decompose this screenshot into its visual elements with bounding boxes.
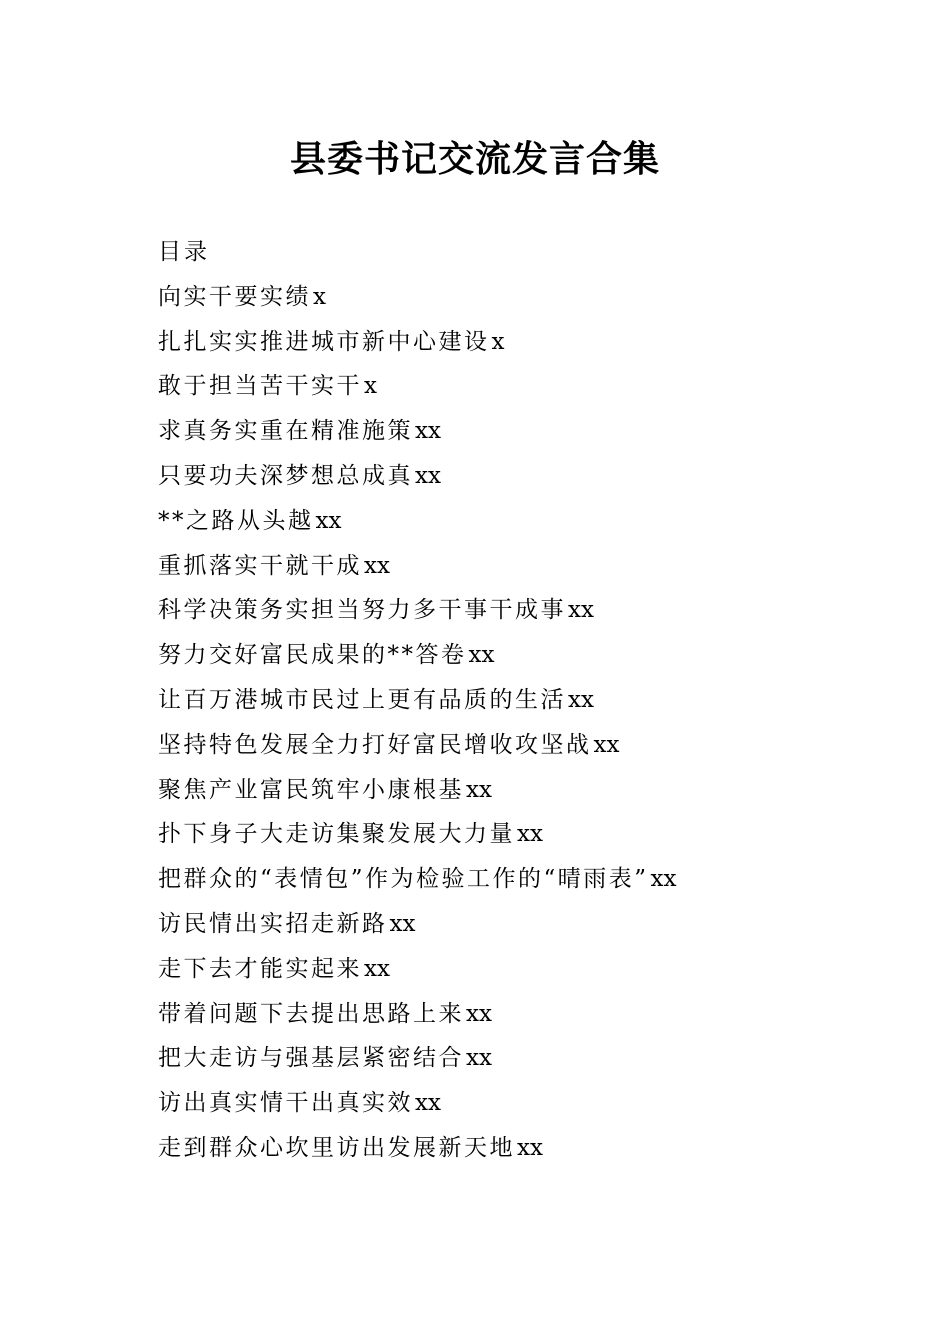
toc-item-text: 向实干要实绩 [158, 283, 311, 310]
toc-item-text: 科学决策务实担当努力多干事干成事 [158, 597, 566, 624]
toc-item-text: 努力交好富民成果的**答卷 [158, 642, 467, 669]
toc-item-text: 把群众的“表情包”作为检验工作的“晴雨表” [158, 866, 649, 893]
toc-item-text: 带着问题下去提出思路上来 [158, 1000, 464, 1027]
toc-item-page: xx [568, 597, 594, 624]
toc-item [158, 812, 858, 857]
toc-item [158, 275, 858, 320]
toc-item-page: xx [517, 1134, 543, 1161]
toc-item-text: 走到群众心坎里访出发展新天地 [158, 1134, 515, 1161]
toc-item-page: xx [568, 686, 594, 713]
toc-item-page: xx [315, 507, 342, 534]
toc-item [158, 320, 858, 365]
toc-item [158, 902, 858, 947]
toc-heading: 目录 [158, 239, 210, 265]
toc-item-text: 聚焦产业富民筑牢小康根基 [158, 776, 464, 803]
toc-item-page: xx [466, 1045, 492, 1072]
toc-item-text: 扑下身子大走访集聚发展大力量 [158, 821, 515, 848]
toc-item [158, 768, 858, 813]
toc-item-page: xx [415, 462, 441, 489]
toc-item [158, 364, 858, 409]
toc-item-page: xx [650, 866, 677, 893]
toc-item-page: xx [364, 552, 390, 579]
toc-item-text: **之路从头越 [158, 507, 314, 534]
toc-item-text: 坚持特色发展全力打好富民增收攻坚战 [158, 731, 592, 758]
toc-item [158, 723, 858, 768]
toc-item-text: 求真务实重在精准施策 [158, 418, 413, 445]
toc-item [158, 588, 858, 633]
toc-item-page: xx [415, 418, 441, 445]
toc-item [158, 1081, 858, 1126]
toc-item-page: xx [466, 1000, 492, 1027]
toc-item-page: x [491, 328, 505, 355]
toc-item-page: xx [389, 910, 416, 937]
toc-item-page: xx [364, 955, 390, 982]
toc-item [158, 454, 858, 499]
toc-item [158, 857, 858, 902]
toc-item-text: 敢于担当苦干实干 [158, 373, 362, 400]
toc-item-page: xx [415, 1090, 441, 1117]
toc-item [158, 678, 858, 723]
toc-item [158, 1126, 858, 1171]
toc-item-text: 访民情出实招走新路 [158, 910, 388, 937]
toc-item-text: 把大走访与强基层紧密结合 [158, 1045, 464, 1072]
toc-item-page: xx [468, 642, 495, 669]
toc-item-text: 重抓落实干就干成 [158, 552, 362, 579]
toc-item [158, 544, 858, 589]
toc-item-page: xx [466, 776, 492, 803]
toc-item-page: x [313, 283, 326, 310]
toc-item [158, 947, 858, 992]
toc-item [158, 1036, 858, 1081]
toc-item [158, 633, 858, 678]
toc-item [158, 409, 858, 454]
toc-item-page: xx [517, 821, 543, 848]
toc-item-text: 让百万港城市民过上更有品质的生活 [158, 686, 566, 713]
toc-item-text: 访出真实情干出真实效 [158, 1090, 413, 1117]
toc-list [158, 275, 858, 1171]
document-title: 县委书记交流发言合集 [289, 138, 660, 180]
toc-item [158, 992, 858, 1037]
table-of-contents [158, 230, 858, 1171]
toc-item-text: 走下去才能实起来 [158, 955, 362, 982]
toc-item [158, 499, 858, 544]
toc-item-text: 只要功夫深梦想总成真 [158, 462, 413, 489]
toc-item-page: x [364, 373, 377, 400]
toc-item-page: xx [593, 731, 620, 758]
toc-item-text: 扎扎实实推进城市新中心建设 [158, 328, 490, 355]
